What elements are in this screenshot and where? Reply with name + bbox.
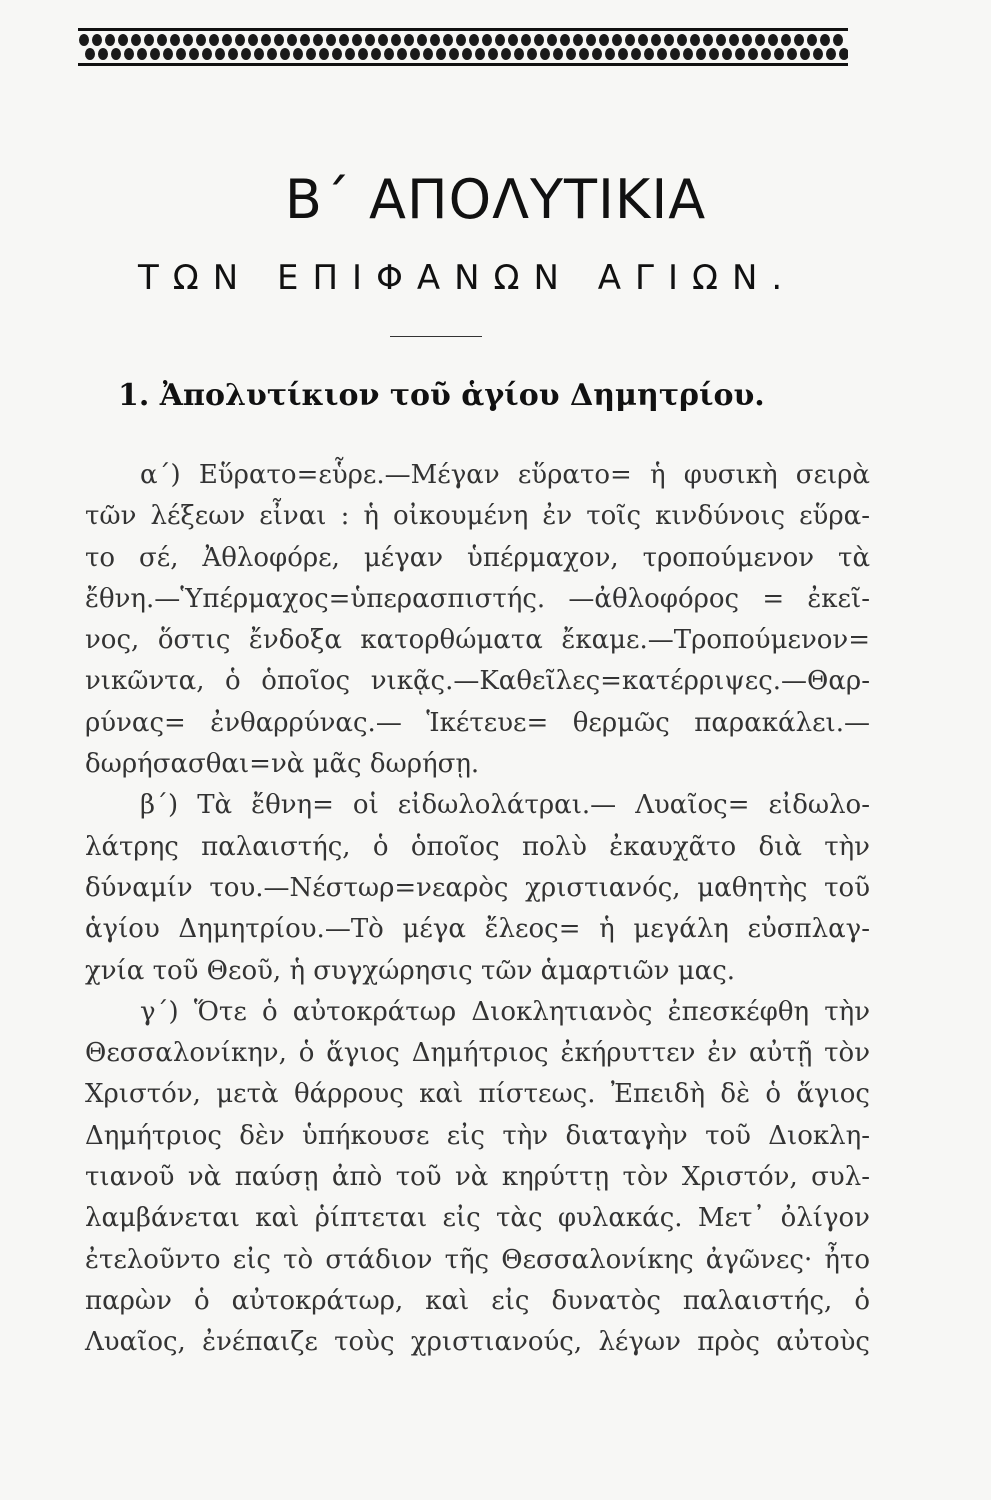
text-line: λαμβάνεται καὶ ῥίπτεται εἰς τὰς φυλακάς. Μετ᾽ ὀλίγον <box>85 1203 870 1234</box>
page-subtitle: ΤΩΝ ΕΠΙΦΑΝΩΝ ΑΓΙΩΝ. <box>138 258 797 298</box>
text-line: Δημήτριος δὲν ὑπήκουσε εἰς τὴν διαταγὴν τοῦ Διοκλη- <box>85 1120 870 1151</box>
text-line: το σέ, Ἀθλοφόρε, μέγαν ὑπέρμαχον, τροπούμενον τὰ <box>85 542 870 573</box>
text-line: ἐτελοῦντο εἰς τὸ στάδιον τῆς Θεσσαλονίκης ἀγῶνες· ἦτο <box>85 1244 870 1275</box>
text-line: Χριστόν, μετὰ θάρρους καὶ πίστεως. Ἐπειδὴ δὲ ὁ ἅγιος <box>85 1079 870 1110</box>
text-line: νικῶντα, ὁ ὁποῖος νικᾷς.—Καθεῖλες=κατέρριψες.—Θαρ- <box>85 666 870 697</box>
section-heading: 1. Ἀπολυτίκιον τοῦ ἁγίου Δημητρίου. <box>118 378 765 413</box>
text-line: γ΄) Ὅτε ὁ αὐτοκράτωρ Διοκλητιανὸς ἐπεσκέφθη τὴν <box>140 996 870 1027</box>
text-line: ἔθνη.—Ὑπέρμαχος=ὑπερασπιστής. —ἀθλοφόρος = ἐκεῖ- <box>85 583 870 614</box>
text-line: νος, ὅστις ἔνδοξα κατορθώματα ἔκαμε.—Τροπούμενον= <box>85 625 870 656</box>
text-line: α΄) Εὕρατο=εὗρε.—Μέγαν εὕρατο= ἡ φυσικὴ σειρὰ <box>140 460 870 490</box>
text-line: ρύνας= ἐνθαρρύνας.— Ἱκέτευε= θερμῶς παρακάλει.— <box>85 707 870 738</box>
text-line: παρὼν ὁ αὐτοκράτωρ, καὶ εἰς δυνατὸς παλαιστής, ὁ <box>85 1285 870 1316</box>
text-line: Θεσσαλονίκην, ὁ ἅγιος Δημήτριος ἐκήρυττεν ἐν αὐτῇ τὸν <box>85 1038 870 1069</box>
page-title: Β΄ ΑΠΟΛΥΤΙΚΙΑ <box>284 168 707 231</box>
body-text <box>85 455 870 1364</box>
text-line: β΄) Τὰ ἔθνη= οἱ εἰδωλολάτραι.— Λυαῖος= εἰδωλο- <box>140 790 870 821</box>
text-line: Λυαῖος, ἐνέπαιζε τοὺς χριστιανούς, λέγων πρὸς αὐτοὺς <box>85 1327 870 1358</box>
text-line: δύναμίν του.—Νέστωρ=νεαρὸς χριστιανός, μαθητὴς τοῦ <box>85 872 870 903</box>
text-line: χνία τοῦ Θεοῦ, ἡ συγχώρησις τῶν ἁμαρτιῶν μας. <box>85 955 736 986</box>
text-line: τῶν λέξεων εἶναι : ἡ οἰκουμένη ἐν τοῖς κινδύνοις εὕρα- <box>85 501 870 532</box>
text-line: δωρήσασθαι=νὰ μᾶς δωρήσῃ. <box>85 749 480 780</box>
text-line: λάτρης παλαιστής, ὁ ὁποῖος πολὺ ἐκαυχᾶτο διὰ τὴν <box>85 831 870 862</box>
divider-rule <box>390 336 482 337</box>
decorative-border-ornament <box>78 22 848 72</box>
text-line: τιανοῦ νὰ παύσῃ ἀπὸ τοῦ νὰ κηρύττῃ τὸν Χριστόν, συλ- <box>85 1162 870 1193</box>
text-line: ἁγίου Δημητρίου.—Τὸ μέγα ἔλεος= ἡ μεγάλη εὐσπλαγ- <box>85 914 870 945</box>
